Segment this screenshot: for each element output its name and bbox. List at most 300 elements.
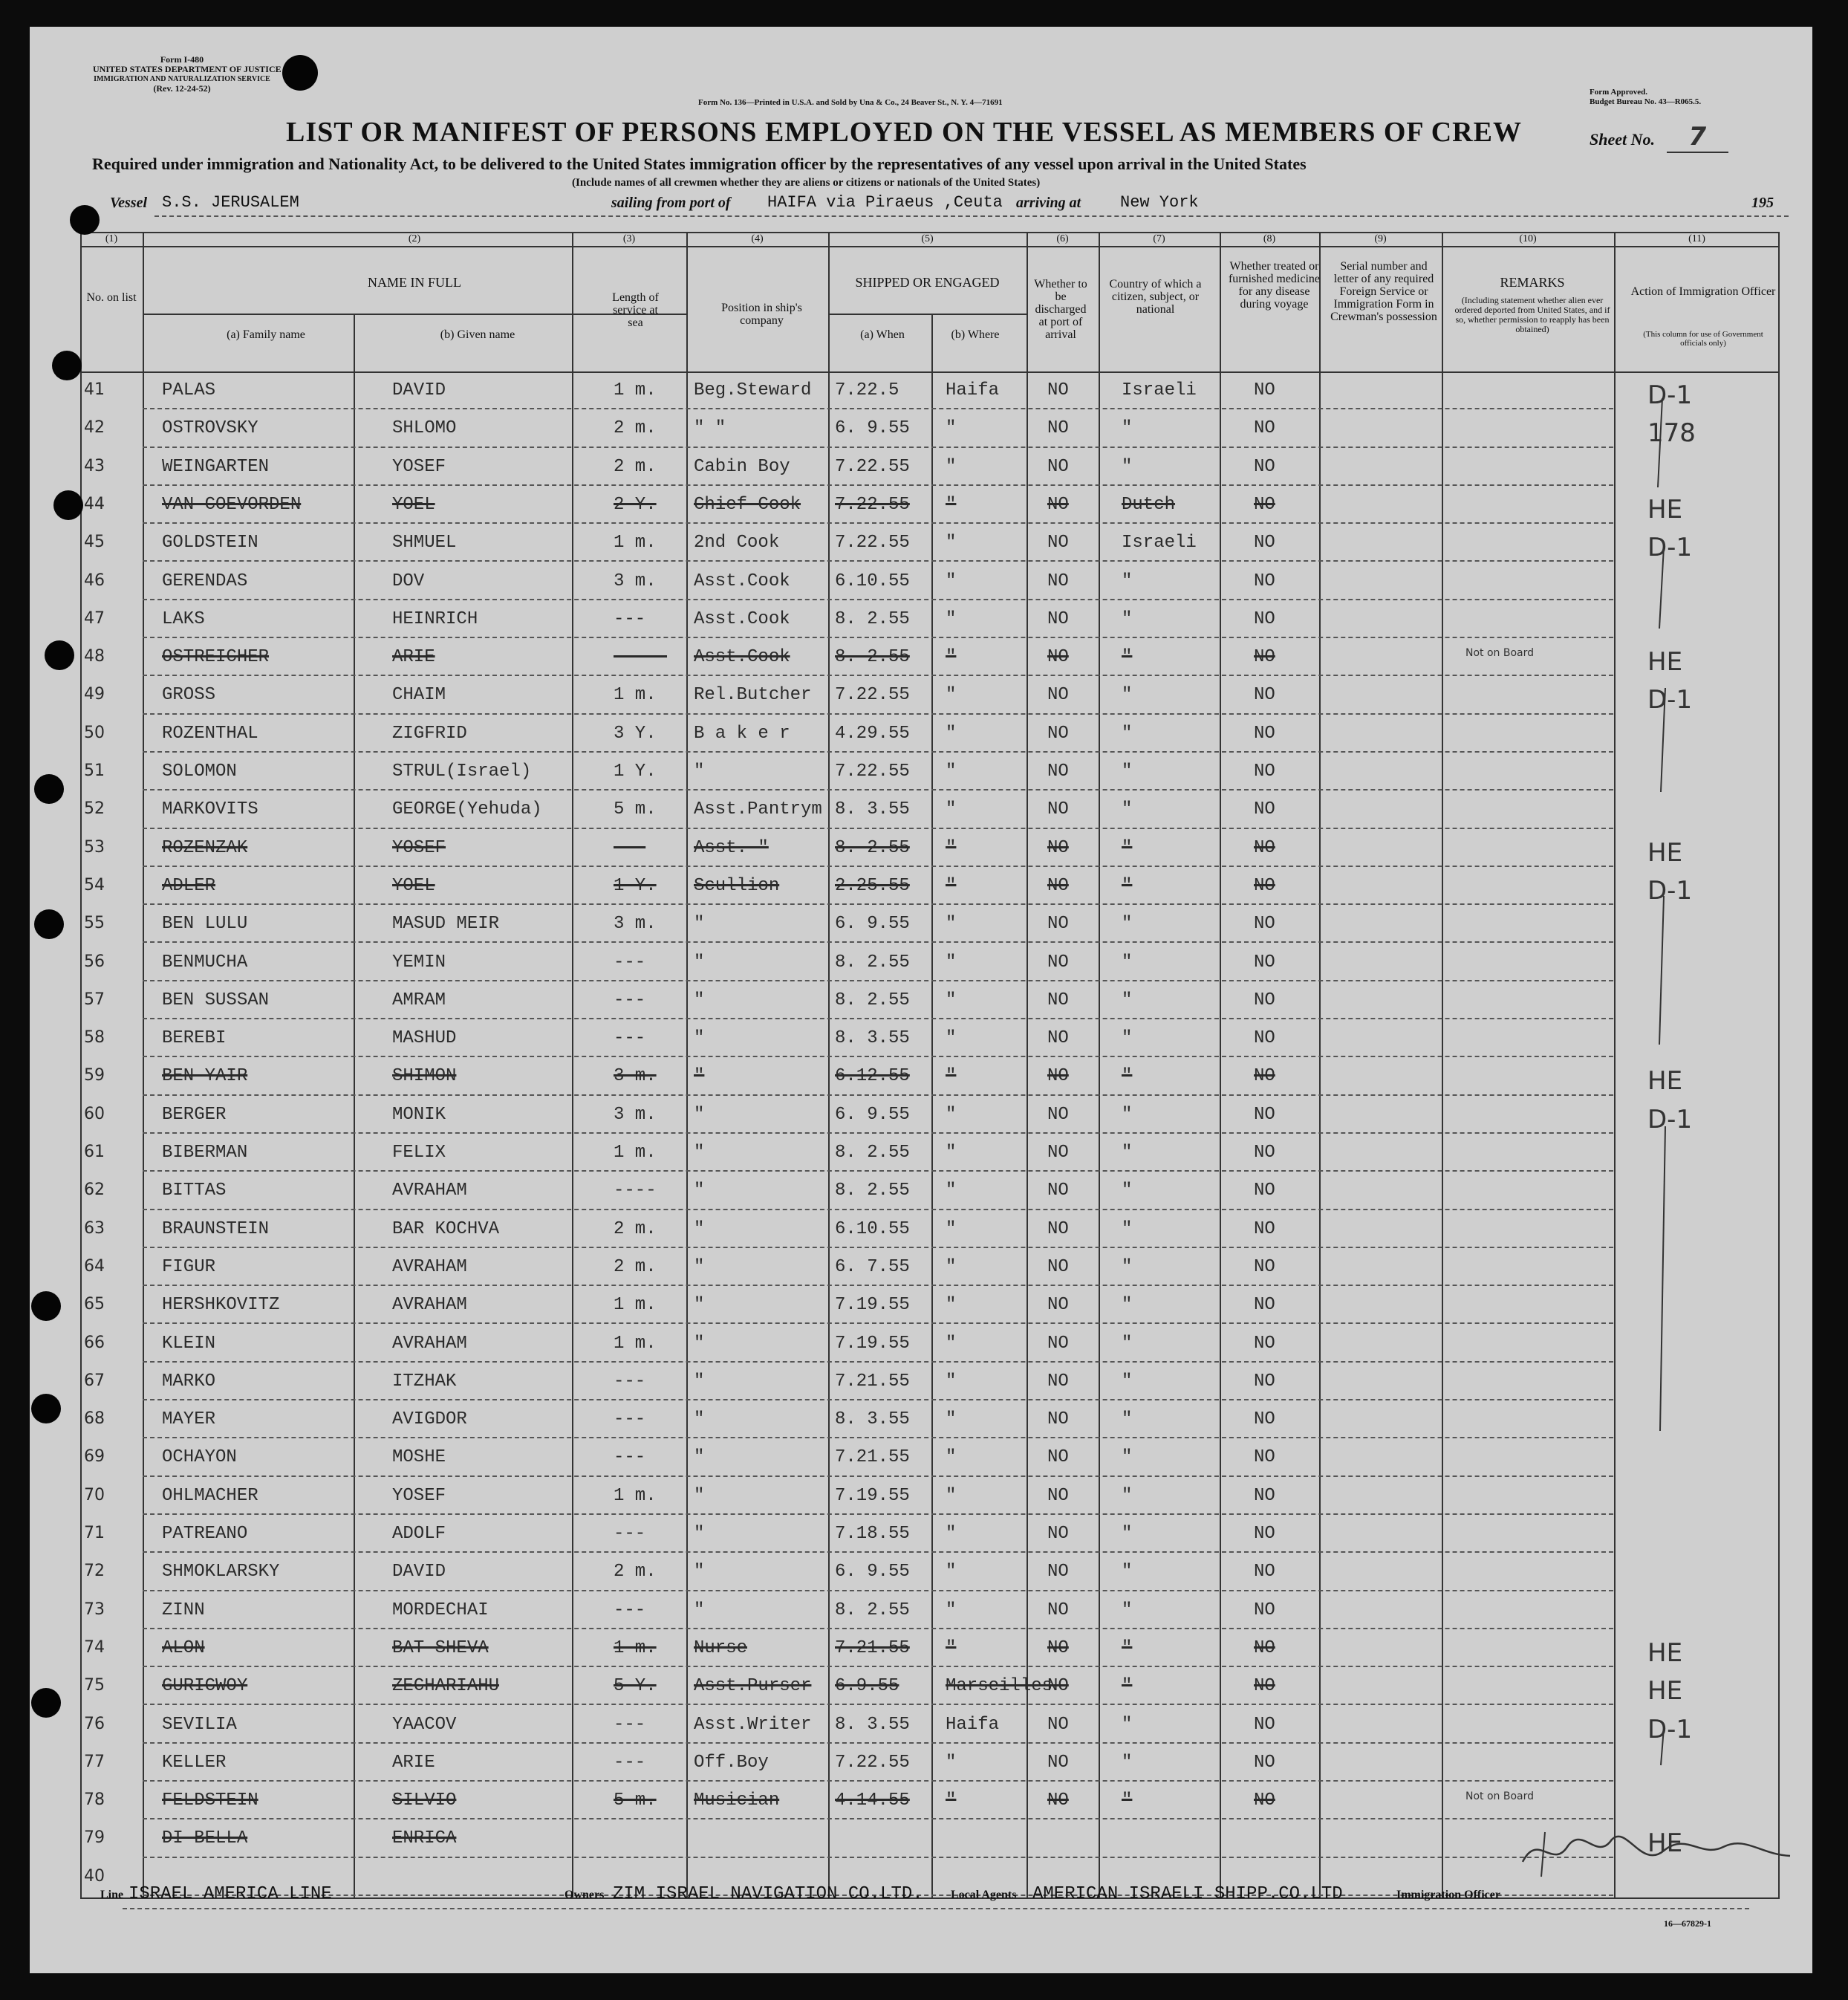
shipped-where: " — [946, 456, 957, 477]
table-row — [80, 716, 1780, 754]
country: " — [1122, 1752, 1133, 1773]
given-name: GEORGE(Yehuda) — [392, 799, 542, 820]
shipped-when: 4.29.55 — [835, 723, 910, 744]
revision: (Rev. 12-24-52) — [153, 83, 211, 94]
service-length: --- — [614, 1752, 646, 1773]
table-row — [80, 1212, 1780, 1250]
header-name-in-full: NAME IN FULL — [368, 275, 461, 290]
punch-hole — [34, 774, 64, 804]
table-row — [80, 1554, 1780, 1592]
column-number: (5) — [921, 233, 934, 244]
medicine: NO — [1254, 1485, 1275, 1506]
shipped-where: " — [946, 1409, 957, 1430]
row-number: 69 — [84, 1447, 105, 1467]
table-row — [80, 983, 1780, 1021]
table-row — [80, 373, 1780, 411]
family-name: SHMOKLARSKY — [162, 1562, 280, 1582]
row-number: 47 — [84, 608, 105, 628]
country: " — [1122, 608, 1133, 629]
form-code: 16—67829-1 — [1664, 1918, 1711, 1929]
given-name: AVRAHAM — [392, 1181, 467, 1201]
country: " — [1122, 723, 1133, 744]
header-remarks-note: (Including statement whether alien ever ordered deported from United States, and if so, whether permission to reapply has been obtained) — [1454, 295, 1610, 334]
family-name: BEN SUSSAN — [162, 990, 270, 1010]
country: " — [1122, 875, 1133, 896]
action: D-1 — [1647, 1104, 1693, 1134]
family-name: PATREANO — [162, 1524, 248, 1544]
position: " — [694, 1295, 705, 1316]
family-name: ROZENTHAL — [162, 723, 258, 744]
service-length: --- — [614, 1600, 646, 1620]
shipped-when: 8. 2.55 — [835, 1600, 910, 1620]
discharged: NO — [1047, 1752, 1069, 1773]
family-name: FELDSTEIN — [162, 1790, 258, 1811]
service-name: IMMIGRATION AND NATURALIZATION SERVICE — [94, 75, 270, 83]
position: Scullion — [694, 875, 780, 896]
given-name: BAT SHEVA — [392, 1637, 489, 1658]
family-name: GURICWOY — [162, 1676, 248, 1697]
row-number: 78 — [84, 1790, 105, 1810]
shipped-where: " — [946, 762, 957, 782]
table-row — [80, 1707, 1780, 1745]
country: " — [1122, 1104, 1133, 1125]
row-number: 72 — [84, 1562, 105, 1581]
position: " — [694, 952, 705, 973]
service-length: 1 m. — [614, 1637, 657, 1658]
medicine: NO — [1254, 952, 1275, 973]
row-number: 79 — [84, 1828, 105, 1848]
given-name: YEMIN — [392, 952, 446, 973]
shipped-when: 6.10.55 — [835, 1218, 910, 1239]
row-number: 63 — [84, 1218, 105, 1238]
shipped-where: " — [946, 1447, 957, 1468]
shipped-when: 7.22.55 — [835, 456, 910, 477]
service-length: 1 m. — [614, 685, 657, 706]
arriving-label: arriving at — [1016, 195, 1081, 211]
shipped-when: 6.10.55 — [835, 571, 910, 591]
family-name: WEINGARTEN — [162, 456, 270, 477]
family-name: OCHAYON — [162, 1447, 237, 1468]
family-name: OSTREICHER — [162, 647, 270, 668]
country: " — [1122, 1562, 1133, 1582]
department-block — [93, 54, 282, 94]
shipped-where: " — [946, 1181, 957, 1201]
discharged: NO — [1047, 647, 1069, 668]
country: " — [1122, 1637, 1133, 1658]
given-name: ENRICA — [392, 1828, 457, 1849]
row-number: 67 — [84, 1371, 105, 1390]
discharged: NO — [1047, 1714, 1069, 1735]
column-number: (9) — [1374, 233, 1387, 244]
given-name: ARIE — [392, 1752, 435, 1773]
shipped-when: 8. 2.55 — [835, 608, 910, 629]
shipped-where: Marseilles — [946, 1676, 1053, 1697]
position: " — [694, 1181, 705, 1201]
given-name: FELIX — [392, 1143, 446, 1163]
page-title: LIST OR MANIFEST OF PERSONS EMPLOYED ON THE VESSEL AS MEMBERS OF CREW — [286, 117, 1522, 148]
family-name: KELLER — [162, 1752, 227, 1773]
discharged: NO — [1047, 762, 1069, 782]
table-row — [80, 1478, 1780, 1516]
medicine: NO — [1254, 799, 1275, 820]
header-discharged: Whether to be discharged at port of arrival — [1034, 278, 1087, 341]
medicine: NO — [1254, 1714, 1275, 1735]
given-name: ADOLF — [392, 1524, 446, 1544]
table-row — [80, 945, 1780, 983]
position: Beg.Steward — [694, 380, 812, 400]
country: " — [1122, 418, 1133, 439]
service-length: ----- — [614, 647, 668, 668]
medicine: NO — [1254, 1066, 1275, 1087]
shipped-when: 7.21.55 — [835, 1637, 910, 1658]
medicine: NO — [1254, 685, 1275, 706]
country: " — [1122, 1143, 1133, 1163]
shipped-where: " — [946, 1104, 957, 1125]
service-length: 1 m. — [614, 1485, 657, 1506]
medicine: NO — [1254, 1028, 1275, 1049]
vessel-line — [110, 195, 1781, 220]
given-name: ZIGFRID — [392, 723, 467, 744]
service-length: 1 m. — [614, 533, 657, 553]
country: " — [1122, 1485, 1133, 1506]
shipped-when: 8. 3.55 — [835, 799, 910, 820]
family-name: GERENDAS — [162, 571, 248, 591]
header-where: (b) Where — [951, 328, 1000, 341]
position: " — [694, 1256, 705, 1277]
service-length: 1 m. — [614, 380, 657, 400]
given-name: YOSEF — [392, 1485, 446, 1506]
family-name: BEN LULU — [162, 914, 248, 935]
family-name: ZINN — [162, 1600, 205, 1620]
family-name: ALON — [162, 1637, 205, 1658]
discharged: NO — [1047, 914, 1069, 935]
medicine: NO — [1254, 1218, 1275, 1239]
row-number: 62 — [84, 1181, 105, 1200]
position: Asst.Writer — [694, 1714, 812, 1735]
service-length: 3 m. — [614, 914, 657, 935]
row-number: 49 — [84, 685, 105, 704]
medicine: NO — [1254, 1790, 1275, 1811]
position: Rel.Butcher — [694, 685, 812, 706]
family-name: BERGER — [162, 1104, 227, 1125]
position: Nurse — [694, 1637, 748, 1658]
table-row — [80, 449, 1780, 487]
family-name: BENMUCHA — [162, 952, 248, 973]
family-name: MAYER — [162, 1409, 216, 1430]
shipped-where: " — [946, 533, 957, 553]
table-row — [80, 1669, 1780, 1707]
shipped-when: 6.12.55 — [835, 1066, 910, 1087]
table-row — [80, 411, 1780, 449]
shipped-where: Haifa — [946, 380, 1000, 400]
shipped-when: 6. 7.55 — [835, 1256, 910, 1277]
service-length: 3 m. — [614, 1066, 657, 1087]
shipped-where: " — [946, 1752, 957, 1773]
shipped-when: 8. 2.55 — [835, 1181, 910, 1201]
row-number: 45 — [84, 533, 105, 552]
medicine: NO — [1254, 1637, 1275, 1658]
header-action: Action of Immigration Officer — [1630, 285, 1776, 298]
shipped-where: " — [946, 1524, 957, 1544]
shipped-where: " — [946, 837, 957, 858]
footer — [100, 1884, 1734, 1914]
given-name: AVIGDOR — [392, 1409, 467, 1430]
shipped-when: 8. 2.55 — [835, 647, 910, 668]
action: D-1 — [1647, 685, 1693, 715]
punch-hole — [34, 909, 64, 939]
approval-block — [1590, 88, 1701, 107]
discharged: NO — [1047, 1256, 1069, 1277]
position: " — [694, 1143, 705, 1163]
position: " — [694, 1028, 705, 1049]
country: " — [1122, 647, 1133, 668]
budget-bureau: Budget Bureau No. 43—R065.5. — [1590, 97, 1702, 106]
row-number: 44 — [84, 494, 105, 513]
country: " — [1122, 952, 1133, 973]
shipped-when: 7.19.55 — [835, 1295, 910, 1316]
service-length: 1 m. — [614, 1143, 657, 1163]
given-name: CHAIM — [392, 685, 446, 706]
shipped-when: 7.21.55 — [835, 1371, 910, 1392]
row-number: 73 — [84, 1600, 105, 1619]
country: " — [1122, 1333, 1133, 1354]
medicine: NO — [1254, 1371, 1275, 1392]
given-name: MOSHE — [392, 1447, 446, 1468]
service-length: 2 m. — [614, 456, 657, 477]
given-name: YAACOV — [392, 1714, 457, 1735]
punch-hole — [31, 1291, 61, 1321]
row-number: 58 — [84, 1028, 105, 1048]
service-length: 1 Y. — [614, 762, 657, 782]
column-number: (2) — [408, 233, 421, 244]
shipped-when: 8. 3.55 — [835, 1409, 910, 1430]
row-number: 74 — [84, 1637, 105, 1657]
action-pen-marks — [1627, 391, 1686, 1877]
table-row — [80, 1783, 1780, 1821]
department-name: UNITED STATES DEPARTMENT OF JUSTICE — [93, 64, 282, 74]
shipped-where: " — [946, 1066, 957, 1087]
table-row — [80, 868, 1780, 906]
service-length: --- — [614, 990, 646, 1010]
table-row — [80, 792, 1780, 830]
given-name: DAVID — [392, 380, 446, 400]
discharged: NO — [1047, 380, 1069, 400]
header-country: Country of which a citizen, subject, or national — [1109, 278, 1202, 316]
service-length: --- — [614, 1028, 646, 1049]
action: HE — [1647, 1676, 1683, 1707]
action: HE — [1647, 494, 1683, 525]
country: " — [1122, 1409, 1133, 1430]
row-number: 66 — [84, 1333, 105, 1352]
row-number: 65 — [84, 1295, 105, 1314]
shipped-when: 6. 9.55 — [835, 1562, 910, 1582]
row-number: 59 — [84, 1066, 105, 1085]
discharged: NO — [1047, 1218, 1069, 1239]
shipped-when: 8. 3.55 — [835, 1714, 910, 1735]
position: " — [694, 990, 705, 1010]
action: HE — [1647, 1066, 1683, 1097]
service-length: 1 Y. — [614, 875, 657, 896]
action: HE — [1647, 647, 1683, 678]
country: " — [1122, 456, 1133, 477]
discharged: NO — [1047, 1066, 1069, 1087]
discharged: NO — [1047, 875, 1069, 896]
shipped-where: " — [946, 1333, 957, 1354]
medicine: NO — [1254, 1104, 1275, 1125]
table-row — [80, 1288, 1780, 1325]
country: " — [1122, 1790, 1133, 1811]
given-name: YOEL — [392, 494, 435, 515]
medicine: NO — [1254, 1256, 1275, 1277]
family-name: MARKOVITS — [162, 799, 258, 820]
family-name: OHLMACHER — [162, 1485, 258, 1506]
shipped-when: 8. 2.55 — [835, 952, 910, 973]
country: " — [1122, 1066, 1133, 1087]
row-number: 46 — [84, 571, 105, 590]
row-number: 75 — [84, 1676, 105, 1695]
discharged: NO — [1047, 1143, 1069, 1163]
discharged: NO — [1047, 1790, 1069, 1811]
required-line: Required under immigration and Nationality Act, to be delivered to the United States immigration officer by the representatives of any vessel upon arrival in the United States — [92, 155, 1307, 173]
country: " — [1122, 1295, 1133, 1316]
family-name: FIGUR — [162, 1256, 216, 1277]
form-number: Form I-480 — [160, 54, 204, 65]
service-length: --- — [614, 608, 646, 629]
family-name: GROSS — [162, 685, 216, 706]
row-number: 61 — [84, 1143, 105, 1161]
punch-hole — [52, 351, 82, 380]
row-number: 42 — [84, 418, 105, 438]
discharged: NO — [1047, 1295, 1069, 1316]
medicine: NO — [1254, 723, 1275, 744]
country: " — [1122, 685, 1133, 706]
country: Dutch — [1122, 494, 1176, 515]
table-row — [80, 1326, 1780, 1364]
position: Chief Cook — [694, 494, 801, 515]
discharged: NO — [1047, 608, 1069, 629]
position: " — [694, 1218, 705, 1239]
discharged: NO — [1047, 799, 1069, 820]
table-row — [80, 1745, 1780, 1783]
service-length: 5 Y. — [614, 1676, 657, 1697]
shipped-when: 7.22.55 — [835, 685, 910, 706]
discharged: NO — [1047, 990, 1069, 1010]
given-name: DOV — [392, 571, 425, 591]
line-label: Line — [100, 1889, 124, 1901]
discharged: NO — [1047, 1485, 1069, 1506]
row-number: 53 — [84, 837, 105, 857]
given-name: AVRAHAM — [392, 1256, 467, 1277]
country: " — [1122, 1600, 1133, 1620]
medicine: NO — [1254, 1295, 1275, 1316]
service-length: 3 Y. — [614, 723, 657, 744]
given-name: STRUL(Israel) — [392, 762, 532, 782]
punch-hole — [31, 1688, 61, 1718]
service-length: --- — [614, 1524, 646, 1544]
position: " — [694, 1600, 705, 1620]
position: Asst. " — [694, 837, 769, 858]
position: " — [694, 1485, 705, 1506]
table-row — [80, 602, 1780, 640]
shipped-where: " — [946, 494, 957, 515]
crew-table — [80, 232, 1780, 1899]
action: HE — [1647, 1637, 1683, 1668]
discharged: NO — [1047, 1562, 1069, 1582]
shipped-where: " — [946, 685, 957, 706]
family-name: BITTAS — [162, 1181, 227, 1201]
column-number: (11) — [1688, 233, 1705, 244]
shipped-where: " — [946, 1637, 957, 1658]
given-name: MORDECHAI — [392, 1600, 489, 1620]
shipped-where: " — [946, 1295, 957, 1316]
remarks: Not on Board — [1465, 647, 1535, 660]
action: D-1 — [1647, 533, 1693, 563]
country: " — [1122, 1256, 1133, 1277]
family-name: HERSHKOVITZ — [162, 1295, 280, 1316]
shipped-when: 8. 2.55 — [835, 837, 910, 858]
discharged: NO — [1047, 685, 1069, 706]
given-name: BAR KOCHVA — [392, 1218, 500, 1239]
position: Asst.Cook — [694, 571, 790, 591]
shipped-where: " — [946, 647, 957, 668]
position: " — [694, 1409, 705, 1430]
row-number: 70 — [84, 1485, 105, 1504]
position: " — [694, 1447, 705, 1468]
position: " " — [694, 418, 726, 439]
position: Musician — [694, 1790, 780, 1811]
service-length: 2 m. — [614, 1218, 657, 1239]
shipped-where: " — [946, 1218, 957, 1239]
table-row — [80, 487, 1780, 525]
header-position: Position in ship's company — [721, 302, 802, 327]
line-name: ISRAEL AMERICA LINE — [128, 1884, 332, 1904]
table-row — [80, 1173, 1780, 1211]
medicine: NO — [1254, 1409, 1275, 1430]
column-number: (1) — [105, 233, 118, 244]
given-name: YOEL — [392, 875, 435, 896]
departure-port: HAIFA via Piraeus ,Ceuta — [767, 193, 1003, 212]
table-row — [80, 1097, 1780, 1135]
given-name: AMRAM — [392, 990, 446, 1010]
table-row — [80, 678, 1780, 715]
sheet-number-label — [1590, 122, 1728, 152]
country: Israeli — [1122, 533, 1197, 553]
position: " — [694, 1524, 705, 1544]
given-name: SHIMON — [392, 1066, 457, 1087]
row-number: 48 — [84, 647, 105, 666]
table-row — [80, 1593, 1780, 1631]
shipped-where: " — [946, 1485, 957, 1506]
service-length: ---- — [614, 1181, 657, 1201]
service-length: --- — [614, 1714, 646, 1735]
given-name: SHMUEL — [392, 533, 457, 553]
table-row — [80, 754, 1780, 792]
medicine: NO — [1254, 533, 1275, 553]
given-name: ARIE — [392, 647, 435, 668]
position: " — [694, 762, 705, 782]
medicine: NO — [1254, 837, 1275, 858]
table-row — [80, 1059, 1780, 1097]
country: " — [1122, 1524, 1133, 1544]
table-row — [80, 1440, 1780, 1478]
discharged: NO — [1047, 456, 1069, 477]
shipped-when: 4.14.55 — [835, 1790, 910, 1811]
table-row — [80, 564, 1780, 602]
row-number: 52 — [84, 799, 105, 819]
shipped-where: " — [946, 1600, 957, 1620]
shipped-where: " — [946, 1143, 957, 1163]
country: " — [1122, 762, 1133, 782]
